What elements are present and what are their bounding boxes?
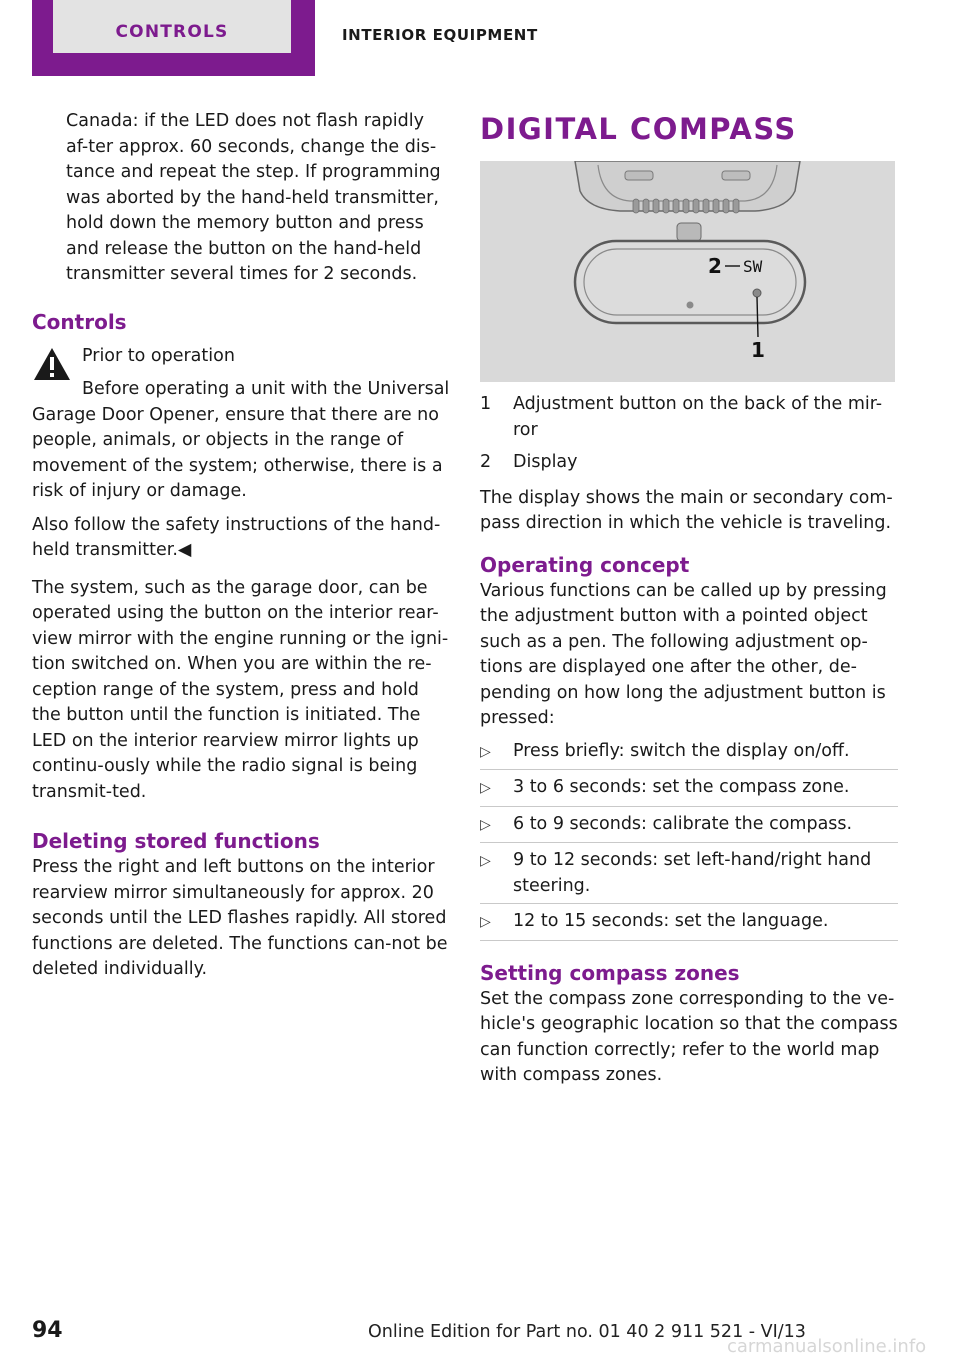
callout-1-label: 1 [751,338,765,362]
legend-item [480,450,898,476]
list-item [480,736,898,771]
list-item-text: 6 to 9 seconds: calibrate the compass. [513,813,853,834]
mirror-drawing [480,161,895,382]
page-number: 94 [32,1318,63,1343]
compass-zones-paragraph: Set the compass zone corresponding to the ve-hicle's geographic location so that the compass can function correctly; refer to the world map with compass zones. [480,988,898,1085]
deleting-paragraph: Press the right and left buttons on the interior rearview mirror simultaneously for approx. 20 seconds until the LED flashes rapidly. All stored functions are deleted. The functions can-not be deleted individually. [32,857,448,979]
bullet-triangle-icon: ▷ [480,816,491,833]
operating-concept-heading: Operating concept [480,552,690,577]
bullet-triangle-icon: ▷ [480,780,491,796]
legend-number: 1 [480,394,492,414]
compass-display-readout: SW [743,257,763,276]
bullet-triangle-icon: ▷ [480,853,491,869]
list-item-text: 3 to 6 seconds: set the compass zone. [513,777,850,797]
list-item [480,845,898,904]
list-item-text: Press briefly: switch the display on/off. [513,740,850,761]
bullet-triangle-icon: ▷ [480,743,491,760]
controls-heading: Controls [32,309,127,334]
watermark: carmanualsonline.info [727,1336,927,1357]
operating-concept-paragraph: Various functions can be called up by pressing the adjustment button with a pointed object such as a pen. The following adjustment op-tions are displayed one after the other, de-pending on how long the adjustment button is pressed: [480,580,887,728]
follow-instructions-text: Also follow the safety instructions of the hand-held transmitter.◀ [32,514,441,560]
warning-block [32,344,450,370]
list-item [480,906,898,941]
adjustment-options-list [480,736,898,941]
left-column [32,109,450,991]
legend-item [480,392,898,443]
section-title: INTERIOR EQUIPMENT [342,26,538,44]
warning-triangle-icon [32,346,72,382]
legend-text: Adjustment button on the back of the mir-ror [513,394,883,440]
warning-title: Prior to operation [82,345,235,366]
callout-2-label: 2 [708,254,722,278]
legend-number: 2 [480,452,492,472]
system-paragraph: The system, such as the garage door, can be operated using the button on the interior rear-view mirror with the engine running or the igni-tion switched on. When you are within the re-ception range of the system, press and hold the button until the function is initiated. The LED on the interior rearview mirror lights up continu-ously while the radio signal is being transmit-ted. [32,577,449,802]
edition-text: Online Edition for Part no. 01 40 2 911 521 - VI/13 [368,1322,806,1342]
right-column [480,109,898,1097]
list-item-text: 12 to 15 seconds: set the language. [513,911,829,931]
chapter-tab-label: CONTROLS [115,22,229,42]
list-item [480,772,898,807]
digital-compass-title: DIGITAL COMPASS [480,112,797,146]
list-item-text: 9 to 12 seconds: set left-hand/right hand steering. [513,850,872,896]
compass-zones-heading: Setting compass zones [480,960,740,985]
warning-text: Before operating a unit with the Universal Garage Door Opener, ensure that there are no people, animals, or objects in the range of movement of the system; otherwise, there is a risk of injury or damage. [32,379,450,501]
list-item [480,809,898,844]
display-description: The display shows the main or secondary com-pass direction in which the vehicle is traveling. [480,487,893,533]
bullet-triangle-icon: ▷ [480,914,491,930]
deleting-heading: Deleting stored functions [32,829,320,853]
rearview-mirror-illustration [480,161,895,382]
legend-text: Display [513,452,578,472]
canada-paragraph: Canada: if the LED does not flash rapidly af-ter approx. 60 seconds, change the dis-tance and repeat the step. If programming was aborted by the hand-held transmitter, hold down the memory button and press and release the button on the hand-held transmitter several times for 2 seconds. [66,111,441,284]
